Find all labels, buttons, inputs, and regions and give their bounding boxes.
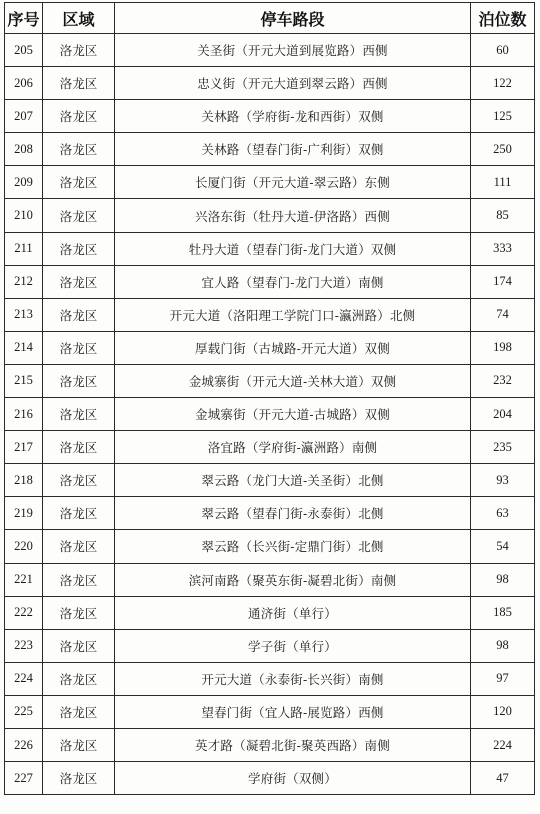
- header-seq: 序号: [5, 3, 43, 34]
- table-row: [5, 431, 535, 464]
- cell-count: 174: [471, 265, 535, 298]
- cell-seq: 216: [5, 398, 43, 431]
- cell-road: 关圣街（开元大道到展览路）西侧: [115, 34, 471, 67]
- cell-district: 洛龙区: [43, 563, 115, 596]
- cell-count: 235: [471, 431, 535, 464]
- cell-count: 224: [471, 728, 535, 761]
- cell-road: 长厦门街（开元大道-翠云路）东侧: [115, 166, 471, 199]
- table-row: [5, 662, 535, 695]
- cell-road: 金城寨街（开元大道-古城路）双侧: [115, 398, 471, 431]
- table-row: [5, 497, 535, 530]
- cell-count: 98: [471, 563, 535, 596]
- table-row: [5, 232, 535, 265]
- table-row: [5, 166, 535, 199]
- cell-district: 洛龙区: [43, 232, 115, 265]
- cell-seq: 227: [5, 762, 43, 795]
- cell-count: 60: [471, 34, 535, 67]
- table-row: [5, 265, 535, 298]
- cell-road: 翠云路（长兴街-定鼎门街）北侧: [115, 530, 471, 563]
- cell-district: 洛龙区: [43, 199, 115, 232]
- cell-road: 学府街（双侧）: [115, 762, 471, 795]
- cell-seq: 205: [5, 34, 43, 67]
- cell-road: 金城寨街（开元大道-关林大道）双侧: [115, 364, 471, 397]
- cell-count: 47: [471, 762, 535, 795]
- cell-road: 关林路（望春门街-广利街）双侧: [115, 133, 471, 166]
- cell-count: 85: [471, 199, 535, 232]
- cell-district: 洛龙区: [43, 364, 115, 397]
- header-district: 区域: [43, 3, 115, 34]
- cell-seq: 220: [5, 530, 43, 563]
- table-body: [5, 34, 535, 795]
- table-row: [5, 133, 535, 166]
- table-row: [5, 530, 535, 563]
- cell-district: 洛龙区: [43, 762, 115, 795]
- cell-count: 198: [471, 331, 535, 364]
- table-row: [5, 199, 535, 232]
- table-row: [5, 464, 535, 497]
- cell-road: 开元大道（永泰街-长兴街）南侧: [115, 662, 471, 695]
- cell-count: 74: [471, 298, 535, 331]
- cell-seq: 214: [5, 331, 43, 364]
- table-row: [5, 67, 535, 100]
- cell-seq: 209: [5, 166, 43, 199]
- table-row: [5, 629, 535, 662]
- cell-count: 250: [471, 133, 535, 166]
- cell-district: 洛龙区: [43, 398, 115, 431]
- cell-road: 宜人路（望春门-龙门大道）南侧: [115, 265, 471, 298]
- cell-district: 洛龙区: [43, 530, 115, 563]
- table-row: [5, 762, 535, 795]
- cell-seq: 225: [5, 695, 43, 728]
- cell-district: 洛龙区: [43, 34, 115, 67]
- cell-seq: 226: [5, 728, 43, 761]
- table-header: [5, 3, 535, 34]
- cell-road: 通济街（单行）: [115, 596, 471, 629]
- cell-seq: 213: [5, 298, 43, 331]
- cell-seq: 218: [5, 464, 43, 497]
- cell-count: 120: [471, 695, 535, 728]
- cell-seq: 210: [5, 199, 43, 232]
- cell-district: 洛龙区: [43, 265, 115, 298]
- cell-road: 牡丹大道（望春门街-龙门大道）双侧: [115, 232, 471, 265]
- cell-seq: 211: [5, 232, 43, 265]
- cell-seq: 222: [5, 596, 43, 629]
- cell-road: 望春门街（宜人路-展览路）西侧: [115, 695, 471, 728]
- cell-count: 185: [471, 596, 535, 629]
- table-row: [5, 331, 535, 364]
- cell-road: 英才路（凝碧北街-聚英西路）南侧: [115, 728, 471, 761]
- cell-district: 洛龙区: [43, 67, 115, 100]
- cell-road: 翠云路（望春门街-永泰街）北侧: [115, 497, 471, 530]
- header-row: [5, 3, 535, 34]
- cell-count: 97: [471, 662, 535, 695]
- table-row: [5, 398, 535, 431]
- cell-road: 滨河南路（聚英东街-凝碧北街）南侧: [115, 563, 471, 596]
- cell-district: 洛龙区: [43, 596, 115, 629]
- cell-road: 兴洛东街（牡丹大道-伊洛路）西侧: [115, 199, 471, 232]
- cell-seq: 206: [5, 67, 43, 100]
- table-row: [5, 100, 535, 133]
- cell-seq: 217: [5, 431, 43, 464]
- cell-road: 厚载门街（古城路-开元大道）双侧: [115, 331, 471, 364]
- cell-count: 125: [471, 100, 535, 133]
- table-row: [5, 364, 535, 397]
- table-row: [5, 34, 535, 67]
- cell-count: 98: [471, 629, 535, 662]
- cell-seq: 221: [5, 563, 43, 596]
- table-row: [5, 563, 535, 596]
- cell-district: 洛龙区: [43, 728, 115, 761]
- cell-district: 洛龙区: [43, 100, 115, 133]
- cell-seq: 215: [5, 364, 43, 397]
- table-row: [5, 695, 535, 728]
- cell-district: 洛龙区: [43, 629, 115, 662]
- cell-count: 122: [471, 67, 535, 100]
- table-row: [5, 298, 535, 331]
- cell-district: 洛龙区: [43, 166, 115, 199]
- parking-table: [4, 2, 535, 795]
- cell-road: 翠云路（龙门大道-关圣街）北侧: [115, 464, 471, 497]
- cell-road: 学子街（单行）: [115, 629, 471, 662]
- cell-road: 关林路（学府街-龙和西街）双侧: [115, 100, 471, 133]
- cell-count: 204: [471, 398, 535, 431]
- cell-seq: 223: [5, 629, 43, 662]
- header-count: 泊位数: [471, 3, 535, 34]
- cell-road: 忠义街（开元大道到翠云路）西侧: [115, 67, 471, 100]
- cell-district: 洛龙区: [43, 298, 115, 331]
- cell-road: 洛宜路（学府街-瀛洲路）南侧: [115, 431, 471, 464]
- cell-count: 111: [471, 166, 535, 199]
- cell-road: 开元大道（洛阳理工学院门口-瀛洲路）北侧: [115, 298, 471, 331]
- cell-seq: 207: [5, 100, 43, 133]
- cell-district: 洛龙区: [43, 464, 115, 497]
- header-road: 停车路段: [115, 3, 471, 34]
- cell-count: 93: [471, 464, 535, 497]
- cell-count: 63: [471, 497, 535, 530]
- cell-district: 洛龙区: [43, 662, 115, 695]
- cell-count: 54: [471, 530, 535, 563]
- cell-seq: 212: [5, 265, 43, 298]
- cell-seq: 208: [5, 133, 43, 166]
- cell-count: 232: [471, 364, 535, 397]
- table-row: [5, 728, 535, 761]
- cell-seq: 224: [5, 662, 43, 695]
- cell-district: 洛龙区: [43, 431, 115, 464]
- cell-count: 333: [471, 232, 535, 265]
- cell-district: 洛龙区: [43, 133, 115, 166]
- table-row: [5, 596, 535, 629]
- cell-district: 洛龙区: [43, 497, 115, 530]
- cell-seq: 219: [5, 497, 43, 530]
- cell-district: 洛龙区: [43, 695, 115, 728]
- cell-district: 洛龙区: [43, 331, 115, 364]
